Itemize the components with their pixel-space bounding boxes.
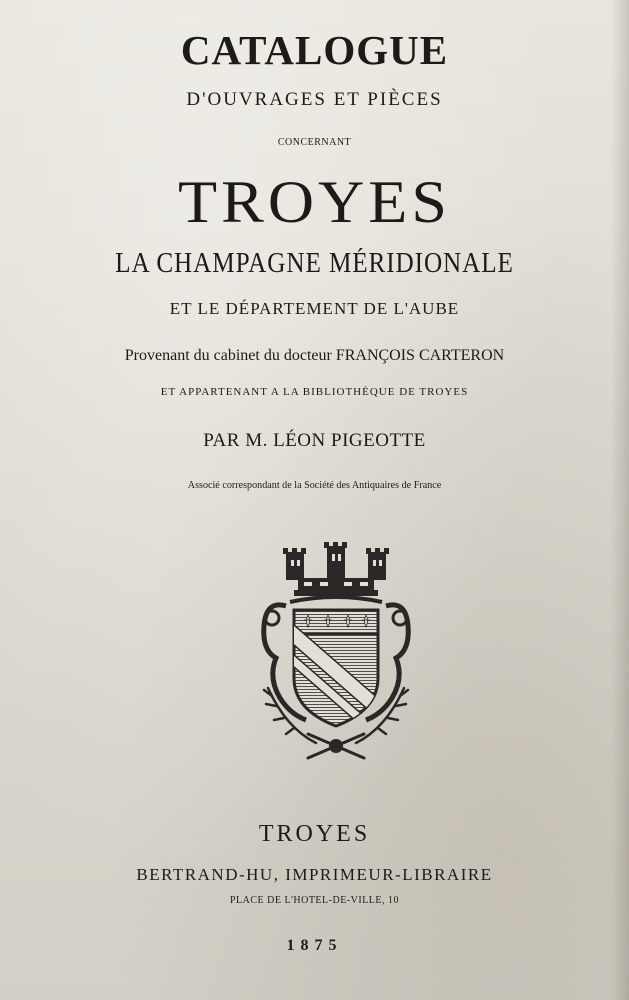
imprint-year: 1875: [286, 937, 343, 954]
department-title: ET LE DÉPARTEMENT DE L'AUBE: [169, 299, 460, 318]
works-subheading: D'OUVRAGES ET PIÈCES: [186, 89, 443, 110]
provenance-line: Provenant du cabinet du docteur FRANÇOIS CARTERON: [124, 347, 505, 364]
author-line: PAR M. LÉON PIGEOTTE: [203, 430, 426, 451]
author-affiliation: Associé correspondant de la Société des Antiquaires de France: [187, 479, 442, 491]
imprint-address: PLACE DE L'HOTEL-DE-VILLE, 10: [229, 895, 400, 906]
imprint-printer: BERTRAND-HU, IMPRIMEUR-LIBRAIRE: [136, 865, 493, 884]
imprint-city: TROYES: [258, 821, 371, 847]
main-title: TROYES: [178, 167, 451, 236]
region-title: LA CHAMPAGNE MÉRIDIONALE: [115, 248, 514, 279]
troyes-coat-of-arms-icon: [246, 538, 426, 768]
catalogue-heading: CATALOGUE: [180, 27, 449, 73]
concerning-label: CONCERNANT: [277, 137, 352, 148]
ownership-line: ET APPARTENANT A LA BIBLIOTHÈQUE DE TROYES: [160, 386, 469, 398]
